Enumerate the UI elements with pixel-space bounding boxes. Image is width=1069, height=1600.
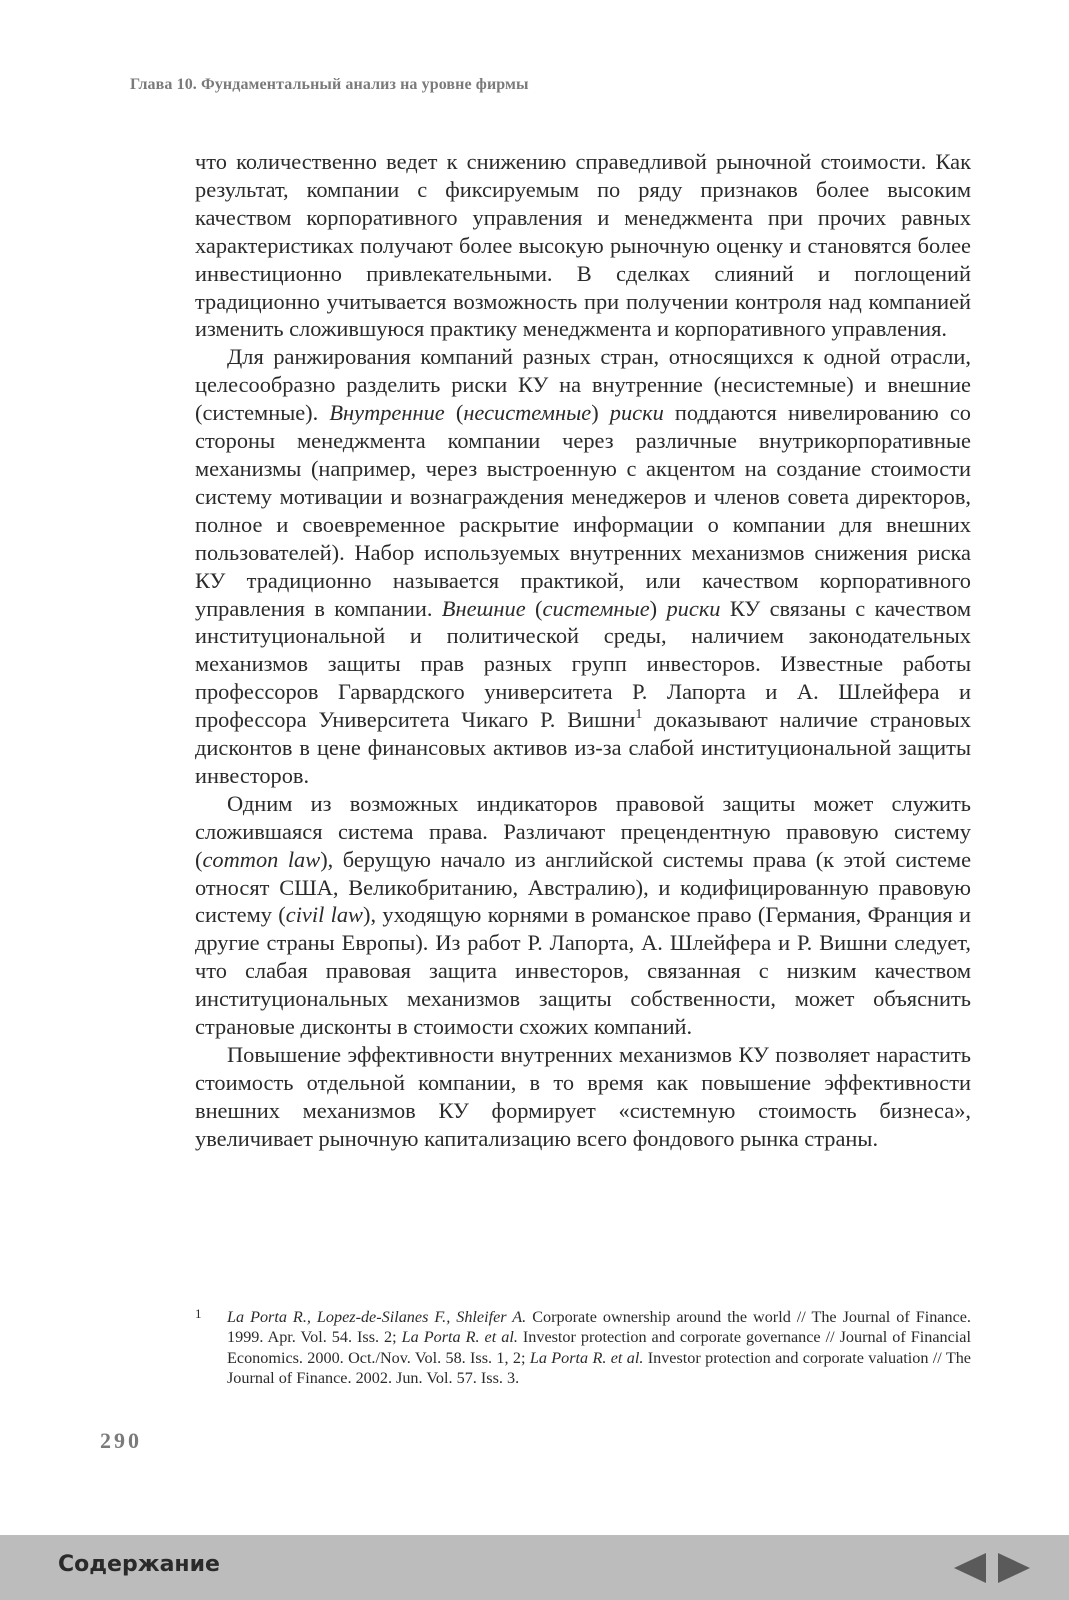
paragraph-1: что количественно ведет к снижению справедливой рыночной стоимости. Как результат, компании с фиксируемым по ряду признаков более высоким качеством корпоративного управления и менеджмента при прочих равных характеристиках получают более высокую рыночную оценку и становятся более инвестиционно привлекательными. В сделках слияний и поглощений традиционно учитывается возможность при получении контроля над компанией изменить сложившуюся практику менеджмента и корпоративного управления. (195, 149, 971, 342)
paragraph-3: Одним из возможных индикаторов правовой защиты может служить сложившаяся система права. Различают прецендентную правовую систему (common law), берущую начало из английской системы права (к этой системе относят США, Великобританию, Австралию), и кодифицированную правовую систему (civil law), уходящую корнями в романское право (Германия, Франция и другие страны Европы). Из работ Р. Лапорта, А. Шлейфера и Р. Вишни следует, что слабая правовая защита инвесторов, связанная с низким качеством институциональных механизмов защиты собственности, может объяснить страновые дисконты в стоимости схожих компаний. (195, 790, 972, 1040)
footnote-text: La Porta R., Lopez-de-Silanes F., Shleifer A. Corporate ownership around the world // The Journal of Finance. 1999. Apr. Vol. 54. Iss. 2; La Porta R. et al. Investor protection and corporate governance // Journal of Financial Economics. 2000. Oct./Nov. Vol. 58. Iss. 1, 2; La Porta R. et al. Investor protection and corporate valuation // The Journal of Finance. 2002. Jun. Vol. 57. Iss. 3. (227, 1308, 971, 1388)
triangle-right-icon (996, 1551, 1032, 1585)
footnote (195, 1307, 971, 1389)
bottom-navigation-bar (0, 1535, 1069, 1600)
running-header: Глава 10. Фундаментальный анализ на уровне фирмы (130, 76, 529, 93)
page-number: 290 (100, 1428, 142, 1453)
footnote-mark: 1 (195, 1306, 202, 1321)
paragraph-4: Повышение эффективности внутренних механизмов КУ позволяет нарастить стоимость отдельной компании, в то время как повышение эффективности внешних механизмов КУ формирует «системную стоимость бизнеса», увеличивает рыночную капитализацию всего фондового рынка страны. (195, 1042, 971, 1151)
triangle-left-icon (952, 1551, 988, 1585)
main-text (195, 148, 971, 1153)
next-page-button[interactable] (996, 1551, 1032, 1585)
footnote-reference: 1 (635, 706, 643, 722)
previous-page-button[interactable] (952, 1551, 988, 1585)
paragraph-2: Для ранжирования компаний разных стран, относящихся к одной отрасли, целесообразно разделить риски КУ на внутренние (несистемные) и внешние (системные). Внутренние (несистемные) риски поддаются нивелированию со стороны менеджмента компании через различные внутрикорпоративные механизмы (например, через выстроенную с акцентом на создание стоимости систему мотивации и вознаграждения менеджеров и членов совета директоров, полное и своевременное раскрытие информации о компании для внешних пользователей). Набор используемых внутренних механизмов снижения риска КУ традиционно называется практикой, или качеством корпоративного управления в компании. Внешние (системные) риски КУ связаны с качеством институциональной и политической среды, наличием законодательных механизмов защиты прав разных групп инвесторов. Известные работы профессоров Гарвардского университета Р. Лапорта и А. Шлейфера и профессора Университета Чикаго Р. Вишни$^1$ доказывают наличие страновых дисконтов в цене финансовых активов из-за слабой институциональной защиты инвесторов. (195, 344, 972, 788)
table-of-contents-link[interactable]: Содержание (58, 1552, 220, 1577)
